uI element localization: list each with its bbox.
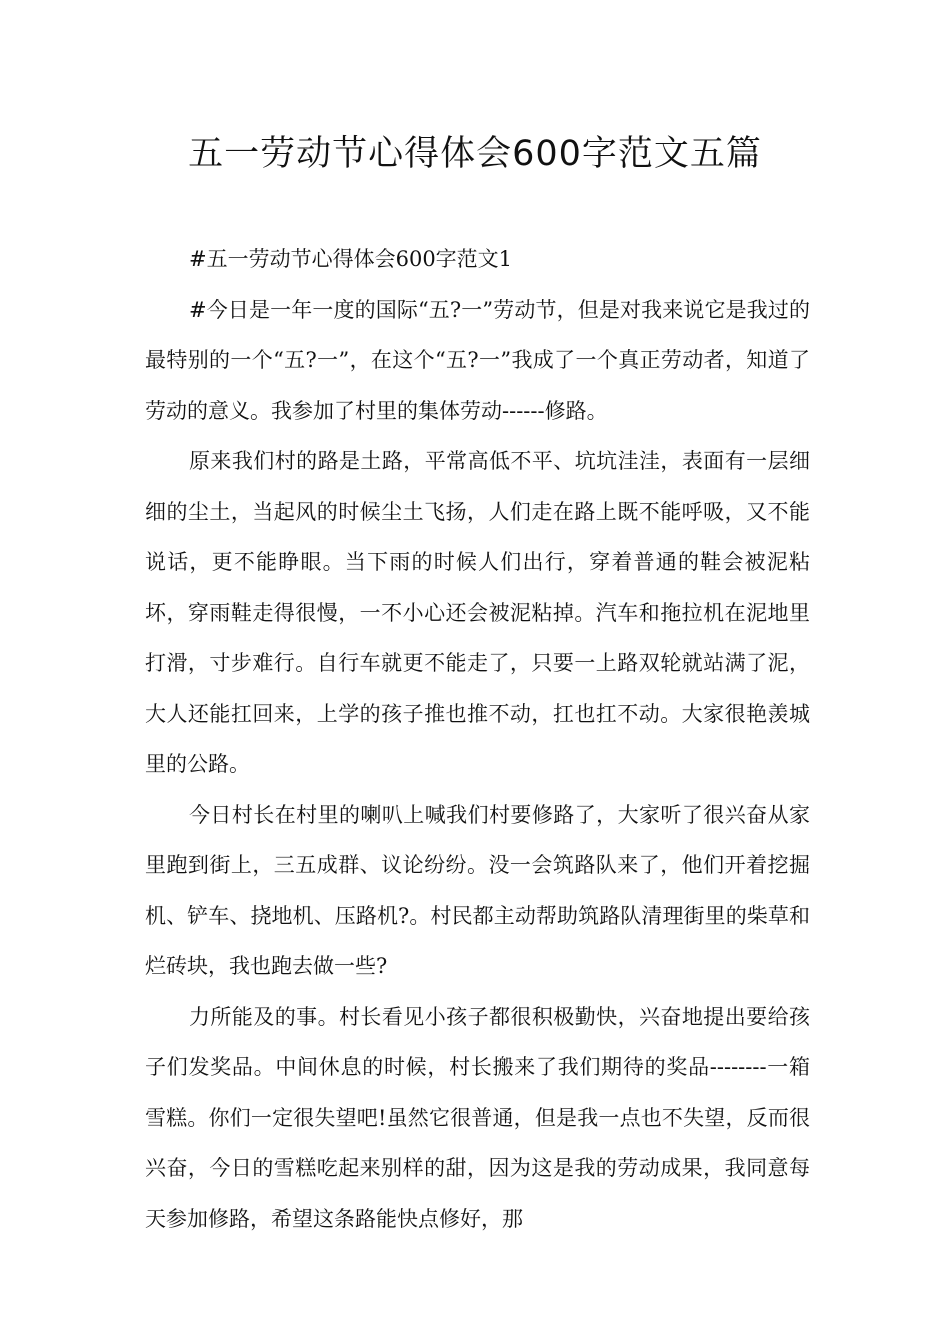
- document-title: 五一劳动节心得体会600字范文五篇: [188, 134, 762, 174]
- document-body: [145, 234, 810, 1244]
- section-heading: #五一劳动节心得体会600字范文1: [189, 247, 513, 271]
- paragraph-3: 今日村长在村里的喇叭上喊我们村要修路了，大家听了很兴奋从家里跑到街上，三五成群、议论纷纷。没一会筑路队来了，他们开着挖掘机、铲车、挠地机、压路机?。村民都主动帮助筑路队清理街里的柴草和烂砖块，我也跑去做一些?: [145, 802, 810, 978]
- paragraph-2: 原来我们村的路是土路，平常高低不平、坑坑洼洼，表面有一层细细的尘土，当起风的时候尘土飞扬，人们走在路上既不能呼吸，又不能说话，更不能睁眼。当下雨的时候人们出行，穿着普通的鞋会被泥粘坏，穿雨鞋走得很慢，一不小心还会被泥粘掉。汽车和拖拉机在泥地里打滑，寸步难行。自行车就更不能走了，只要一上路双轮就站满了泥，大人还能扛回来，上学的孩子推也推不动，扛也扛不动。大家很艳羡城里的公路。: [145, 449, 810, 776]
- paragraph-4: 力所能及的事。村长看见小孩子都很积极勤快，兴奋地提出要给孩子们发奖品。中间休息的时候，村长搬来了我们期待的奖品--------一箱雪糕。你们一定很失望吧!虽然它很普通，但是我一点也不失望，反而很兴奋，今日的雪糕吃起来别样的甜，因为这是我的劳动成果，我同意每天参加修路，希望这条路能快点修好，那: [145, 1004, 810, 1231]
- paragraph-1: #今日是一年一度的国际“五?一”劳动节，但是对我来说它是我过的最特别的一个“五?一”，在这个“五?一”我成了一个真正劳动者，知道了劳动的意义。我参加了村里的集体劳动------修路。: [145, 297, 810, 423]
